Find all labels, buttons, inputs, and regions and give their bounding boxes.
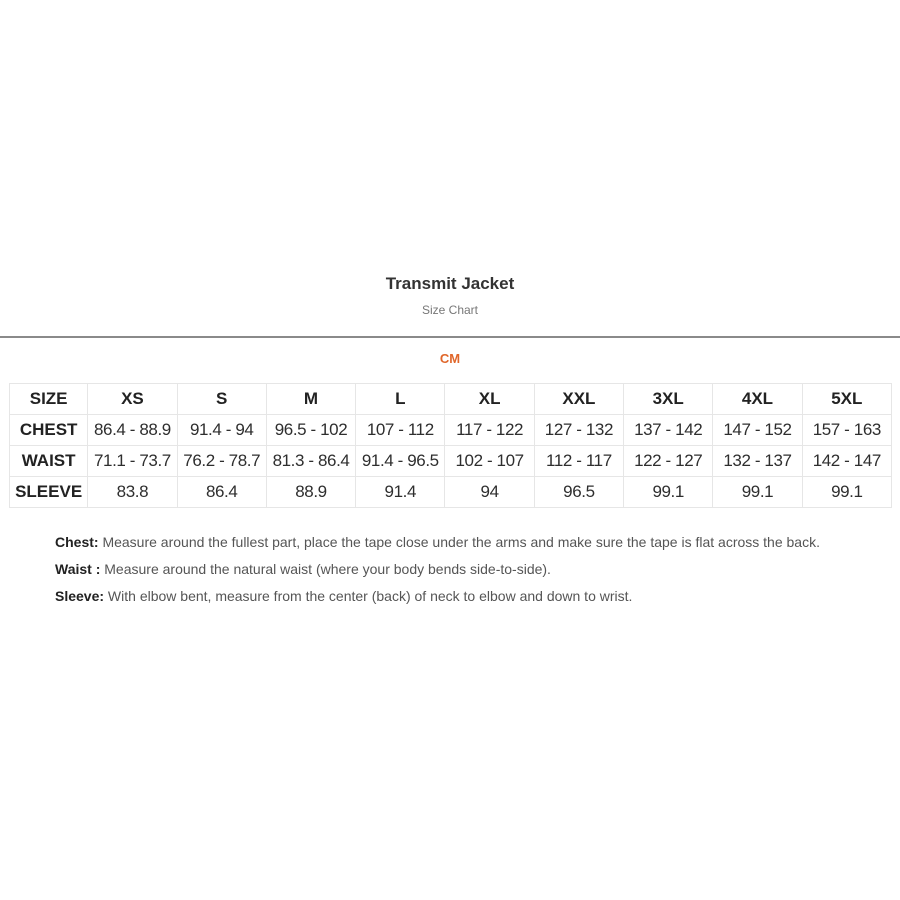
note-sleeve <box>55 583 893 610</box>
table-cell: 81.3 - 86.4 <box>266 446 355 477</box>
table-cell: 83.8 <box>88 477 177 508</box>
table-cell: 86.4 <box>177 477 266 508</box>
measurement-notes <box>55 529 893 610</box>
size-header: 3XL <box>624 384 713 415</box>
note-waist <box>55 556 893 583</box>
note-text: With elbow bent, measure from the center (back) of neck to elbow and down to wrist. <box>104 588 633 604</box>
size-header: L <box>356 384 445 415</box>
table-cell: 96.5 <box>534 477 623 508</box>
note-text: Measure around the natural waist (where your body bends side-to-side). <box>100 561 551 577</box>
unit-label: CM <box>439 351 461 366</box>
row-label: CHEST <box>10 415 88 446</box>
page-title: Transmit Jacket <box>385 274 515 293</box>
note-term: Sleeve: <box>55 588 105 604</box>
table-cell: 122 - 127 <box>624 446 713 477</box>
table-row-sleeve <box>10 477 892 508</box>
page-subtitle: Size Chart <box>421 303 479 317</box>
table-cell: 99.1 <box>802 477 891 508</box>
table-cell: 112 - 117 <box>534 446 623 477</box>
row-label: WAIST <box>10 446 88 477</box>
size-chart-table <box>9 383 892 508</box>
table-cell: 91.4 - 94 <box>177 415 266 446</box>
size-header: XS <box>88 384 177 415</box>
table-cell: 71.1 - 73.7 <box>88 446 177 477</box>
table-cell: 127 - 132 <box>534 415 623 446</box>
table-cell: 88.9 <box>266 477 355 508</box>
size-header: 5XL <box>802 384 891 415</box>
table-cell: 102 - 107 <box>445 446 534 477</box>
table-cell: 76.2 - 78.7 <box>177 446 266 477</box>
note-term: Chest: <box>55 534 99 550</box>
table-header-row <box>10 384 892 415</box>
table-row-chest <box>10 415 892 446</box>
table-cell: 132 - 137 <box>713 446 802 477</box>
size-header: S <box>177 384 266 415</box>
note-text: Measure around the fullest part, place the tape close under the arms and make sure the tape is flat across the back. <box>98 534 820 550</box>
note-chest <box>55 529 893 556</box>
table-cell: 157 - 163 <box>802 415 891 446</box>
table-cell: 96.5 - 102 <box>266 415 355 446</box>
table-cell: 137 - 142 <box>624 415 713 446</box>
size-header: M <box>266 384 355 415</box>
table-cell: 86.4 - 88.9 <box>88 415 177 446</box>
table-cell: 99.1 <box>713 477 802 508</box>
size-header: XXL <box>534 384 623 415</box>
table-row-waist <box>10 446 892 477</box>
table-cell: 99.1 <box>624 477 713 508</box>
corner-header: SIZE <box>10 384 88 415</box>
table-cell: 107 - 112 <box>356 415 445 446</box>
row-label: SLEEVE <box>10 477 88 508</box>
divider <box>0 336 900 338</box>
table-cell: 91.4 - 96.5 <box>356 446 445 477</box>
table-cell: 142 - 147 <box>802 446 891 477</box>
table-cell: 94 <box>445 477 534 508</box>
table-cell: 147 - 152 <box>713 415 802 446</box>
note-term: Waist : <box>55 561 101 577</box>
table-cell: 91.4 <box>356 477 445 508</box>
table-cell: 117 - 122 <box>445 415 534 446</box>
size-header: XL <box>445 384 534 415</box>
size-header: 4XL <box>713 384 802 415</box>
